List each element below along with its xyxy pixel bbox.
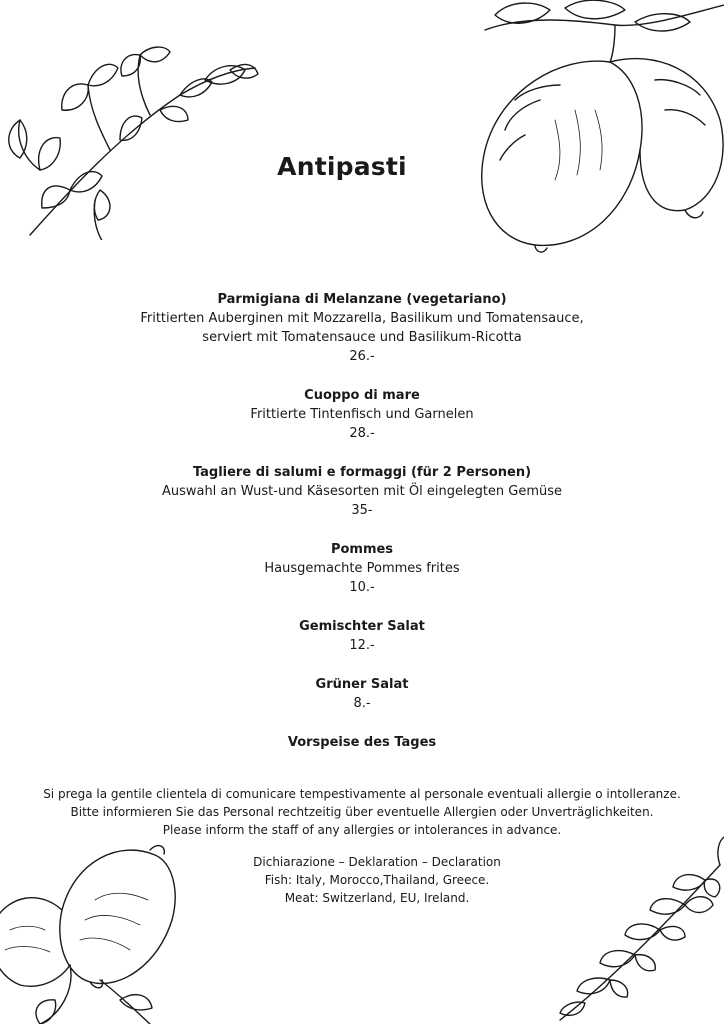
dish-description: serviert mit Tomatensauce und Basilikum-Ricotta — [202, 330, 522, 345]
notice-line-italian: Si prega la gentile clientela di comunicare tempestivamente al personale eventuali allergie o intolleranze. — [43, 787, 681, 801]
dish-item — [0, 290, 724, 366]
dish-description: Auswahl an Wust-und Käsesorten mit Öl eingelegten Gemüse — [161, 484, 563, 499]
dish-description: Frittierte Tintenfisch und Garnelen — [250, 407, 474, 422]
notice-line-english: Please inform the staff of any allergies or intolerances in advance. — [162, 823, 562, 837]
notice-line-german: Bitte informieren Sie das Personal rechtzeitig über eventuelle Allergien oder Unverträglichkeiten. — [70, 805, 654, 819]
dish-price: 12.- — [349, 638, 375, 653]
dish-name: Cuoppo di mare — [304, 388, 420, 403]
dish-description: Frittierten Auberginen mit Mozzarella, Basilikum und Tomatensauce, — [140, 311, 584, 326]
declaration-meat: Meat: Switzerland, EU, Ireland. — [284, 891, 470, 905]
olive-branch-illustration-top-left — [0, 40, 260, 240]
allergy-notice — [0, 785, 724, 839]
dish-name: Tagliere di salumi e formaggi (für 2 Personen) — [192, 465, 532, 480]
dish-description: Hausgemachte Pommes frites — [264, 561, 460, 576]
dish-item — [0, 540, 724, 597]
dish-name: Pommes — [330, 542, 394, 557]
dish-name: Gemischter Salat — [299, 619, 425, 634]
dish-price: 26.- — [349, 349, 375, 364]
dish-item — [0, 386, 724, 443]
dish-item — [0, 675, 724, 713]
dish-price: 8.- — [353, 696, 371, 711]
dish-item — [0, 463, 724, 520]
dish-price: 35- — [351, 503, 373, 518]
origin-declaration — [0, 853, 724, 907]
declaration-heading: Dichiarazione – Deklaration – Declaration — [253, 855, 501, 869]
dish-price: 28.- — [349, 426, 375, 441]
dish-price: 10.- — [349, 580, 375, 595]
dish-item — [0, 617, 724, 655]
declaration-fish: Fish: Italy, Morocco,Thailand, Greece. — [264, 873, 490, 887]
dish-item — [0, 733, 724, 752]
lemons-illustration-top-right — [455, 0, 724, 260]
menu-list — [0, 290, 724, 772]
dish-name: Grüner Salat — [315, 677, 409, 692]
dish-name: Parmigiana di Melanzane (vegetariano) — [217, 292, 507, 307]
dish-name: Vorspeise des Tages — [287, 735, 437, 750]
page-title: Antipasti — [277, 152, 407, 181]
